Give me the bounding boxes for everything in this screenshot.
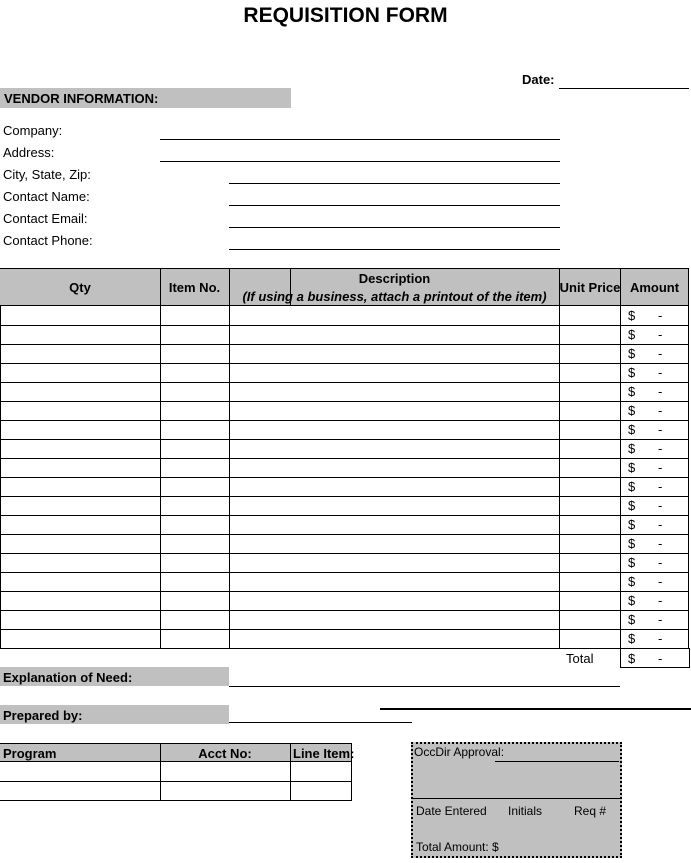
accounting-row-line [0, 800, 352, 801]
address-field[interactable] [160, 161, 560, 162]
unit-price-cell[interactable] [559, 382, 620, 401]
description-cell[interactable] [229, 401, 559, 420]
description-cell[interactable] [229, 534, 559, 553]
description-cell[interactable] [229, 306, 559, 325]
contact-email-label: Contact Email: [3, 211, 88, 226]
row-line [0, 648, 689, 649]
total-currency: $ [628, 651, 636, 666]
description-cell[interactable] [229, 325, 559, 344]
initials-label: Initials [508, 804, 543, 818]
item-no-cell[interactable] [160, 458, 229, 477]
description-cell[interactable] [229, 629, 559, 648]
column-line [620, 306, 621, 648]
qty-cell[interactable] [0, 401, 160, 420]
header-divider [229, 268, 230, 306]
amount-value: - [658, 612, 663, 627]
qty-cell[interactable] [0, 439, 160, 458]
acct-no-header: Acct No: [198, 746, 252, 761]
unit-price-cell[interactable] [559, 515, 620, 534]
amount-value: - [658, 555, 663, 570]
vendor-section-label: VENDOR INFORMATION: [4, 91, 159, 106]
column-line [229, 306, 230, 648]
amount-currency: $ [628, 403, 636, 418]
unit-price-cell[interactable] [559, 458, 620, 477]
unit-price-cell[interactable] [559, 363, 620, 382]
amount-value: - [658, 479, 663, 494]
city-state-zip-field[interactable] [229, 183, 560, 184]
amount-currency: $ [628, 536, 636, 551]
qty-cell[interactable] [0, 325, 160, 344]
amount-value: - [658, 422, 663, 437]
item-no-cell[interactable] [160, 382, 229, 401]
amount-value: - [658, 327, 663, 342]
unit-price-cell[interactable] [559, 401, 620, 420]
amount-header: Amount [629, 279, 680, 295]
column-line [688, 306, 689, 648]
unit-price-cell[interactable] [559, 420, 620, 439]
description-cell[interactable] [229, 515, 559, 534]
item-no-cell[interactable] [160, 572, 229, 591]
unit-price-cell[interactable] [559, 572, 620, 591]
date-field[interactable] [559, 88, 689, 89]
amount-currency: $ [628, 384, 636, 399]
amount-currency: $ [628, 422, 636, 437]
date-label: Date: [522, 72, 555, 87]
accounting-row[interactable] [0, 762, 351, 781]
unit-price-cell[interactable] [559, 496, 620, 515]
total-label: Total [566, 651, 594, 666]
column-line [0, 306, 1, 648]
description-cell[interactable] [229, 591, 559, 610]
unit-price-cell[interactable] [559, 439, 620, 458]
amount-value: - [658, 346, 663, 361]
amount-value: - [658, 574, 663, 589]
amount-currency: $ [628, 631, 636, 646]
description-cell[interactable] [229, 610, 559, 629]
qty-cell[interactable] [0, 382, 160, 401]
item-no-cell[interactable] [160, 401, 229, 420]
item-no-cell[interactable] [160, 591, 229, 610]
item-no-cell[interactable] [160, 439, 229, 458]
item-no-cell[interactable] [160, 534, 229, 553]
amount-currency: $ [628, 441, 636, 456]
qty-cell[interactable] [0, 610, 160, 629]
amount-currency: $ [628, 517, 636, 532]
unit-price-cell[interactable] [559, 629, 620, 648]
item-no-cell[interactable] [160, 629, 229, 648]
explanation-label: Explanation of Need: [3, 670, 133, 685]
unit-price-cell[interactable] [559, 325, 620, 344]
column-line [160, 306, 161, 648]
amount-currency: $ [628, 574, 636, 589]
line-item-header: Line Item: [293, 746, 355, 761]
contact-phone-label: Contact Phone: [3, 233, 93, 248]
contact-email-field[interactable] [229, 227, 560, 228]
contact-name-label: Contact Name: [3, 189, 90, 204]
qty-cell[interactable] [0, 363, 160, 382]
description-note: (If using a business, attach a printout of the item) [242, 289, 547, 304]
unit-price-cell[interactable] [559, 610, 620, 629]
description-cell[interactable] [229, 439, 559, 458]
date-entered-label: Date Entered [416, 804, 487, 818]
amount-value: - [658, 384, 663, 399]
qty-cell[interactable] [0, 306, 160, 325]
qty-cell[interactable] [0, 420, 160, 439]
occdir-approval-field[interactable] [495, 761, 619, 762]
amount-value: - [658, 308, 663, 323]
header-divider [160, 268, 161, 306]
qty-cell[interactable] [0, 344, 160, 363]
amount-value: - [658, 593, 663, 608]
accounting-divider [351, 743, 352, 800]
address-label: Address: [3, 145, 55, 160]
city-state-zip-label: City, State, Zip: [3, 167, 91, 182]
unit-price-cell[interactable] [559, 534, 620, 553]
column-line [559, 306, 560, 648]
header-divider [290, 268, 291, 306]
item-no-header: Item No. [168, 279, 221, 295]
prepared-field[interactable] [229, 722, 412, 723]
amount-currency: $ [628, 555, 636, 570]
description-cell[interactable] [229, 458, 559, 477]
amount-currency: $ [628, 612, 636, 627]
qty-cell[interactable] [0, 458, 160, 477]
unit-price-cell[interactable] [559, 306, 620, 325]
approval-divider [413, 798, 620, 799]
item-no-cell[interactable] [160, 306, 229, 325]
amount-value: - [658, 631, 663, 646]
amount-currency: $ [628, 479, 636, 494]
req-number-label: Req # [574, 804, 607, 818]
header-divider [688, 268, 689, 306]
item-no-cell[interactable] [160, 553, 229, 572]
item-no-cell[interactable] [160, 420, 229, 439]
accounting-row[interactable] [0, 781, 351, 800]
qty-cell[interactable] [0, 572, 160, 591]
description-cell[interactable] [229, 496, 559, 515]
explanation-field[interactable] [229, 686, 620, 687]
contact-name-field[interactable] [229, 205, 560, 206]
amount-currency: $ [628, 346, 636, 361]
amount-value: - [658, 498, 663, 513]
form-title: REQUISITION FORM [243, 4, 448, 27]
item-no-cell[interactable] [160, 610, 229, 629]
unit-price-header: Unit Price [559, 279, 621, 295]
description-cell[interactable] [229, 363, 559, 382]
unit-price-cell[interactable] [559, 477, 620, 496]
company-label: Company: [3, 123, 63, 138]
qty-cell[interactable] [0, 515, 160, 534]
item-no-cell[interactable] [160, 515, 229, 534]
qty-cell[interactable] [0, 534, 160, 553]
occdir-approval-label: OccDir Approval: [414, 745, 505, 759]
qty-cell[interactable] [0, 629, 160, 648]
program-header: Program [3, 746, 57, 761]
description-cell[interactable] [229, 553, 559, 572]
qty-cell[interactable] [0, 591, 160, 610]
amount-currency: $ [628, 308, 636, 323]
description-cell[interactable] [229, 420, 559, 439]
prepared-label: Prepared by: [3, 708, 83, 723]
total-amount-label: Total Amount: $ [416, 840, 499, 854]
amount-currency: $ [628, 498, 636, 513]
company-field[interactable] [160, 139, 560, 140]
item-no-cell[interactable] [160, 344, 229, 363]
amount-value: - [658, 517, 663, 532]
total-amount: - [658, 651, 663, 666]
amount-value: - [658, 536, 663, 551]
amount-currency: $ [628, 365, 636, 380]
amount-value: - [658, 441, 663, 456]
separator-rule [380, 708, 691, 710]
description-cell[interactable] [229, 382, 559, 401]
amount-currency: $ [628, 593, 636, 608]
qty-cell[interactable] [0, 477, 160, 496]
amount-value: - [658, 403, 663, 418]
qty-header: Qty [69, 279, 91, 295]
description-cell[interactable] [229, 572, 559, 591]
unit-price-cell[interactable] [559, 344, 620, 363]
unit-price-cell[interactable] [559, 553, 620, 572]
header-divider [559, 268, 560, 306]
qty-cell[interactable] [0, 496, 160, 515]
item-no-cell[interactable] [160, 363, 229, 382]
description-header: Description [358, 271, 431, 286]
description-cell[interactable] [229, 477, 559, 496]
qty-cell[interactable] [0, 553, 160, 572]
amount-currency: $ [628, 460, 636, 475]
header-divider [620, 268, 621, 306]
item-no-cell[interactable] [160, 325, 229, 344]
item-no-cell[interactable] [160, 477, 229, 496]
amount-value: - [658, 460, 663, 475]
description-cell[interactable] [229, 344, 559, 363]
item-no-cell[interactable] [160, 496, 229, 515]
contact-phone-field[interactable] [229, 249, 560, 250]
unit-price-cell[interactable] [559, 591, 620, 610]
amount-value: - [658, 365, 663, 380]
amount-currency: $ [628, 327, 636, 342]
